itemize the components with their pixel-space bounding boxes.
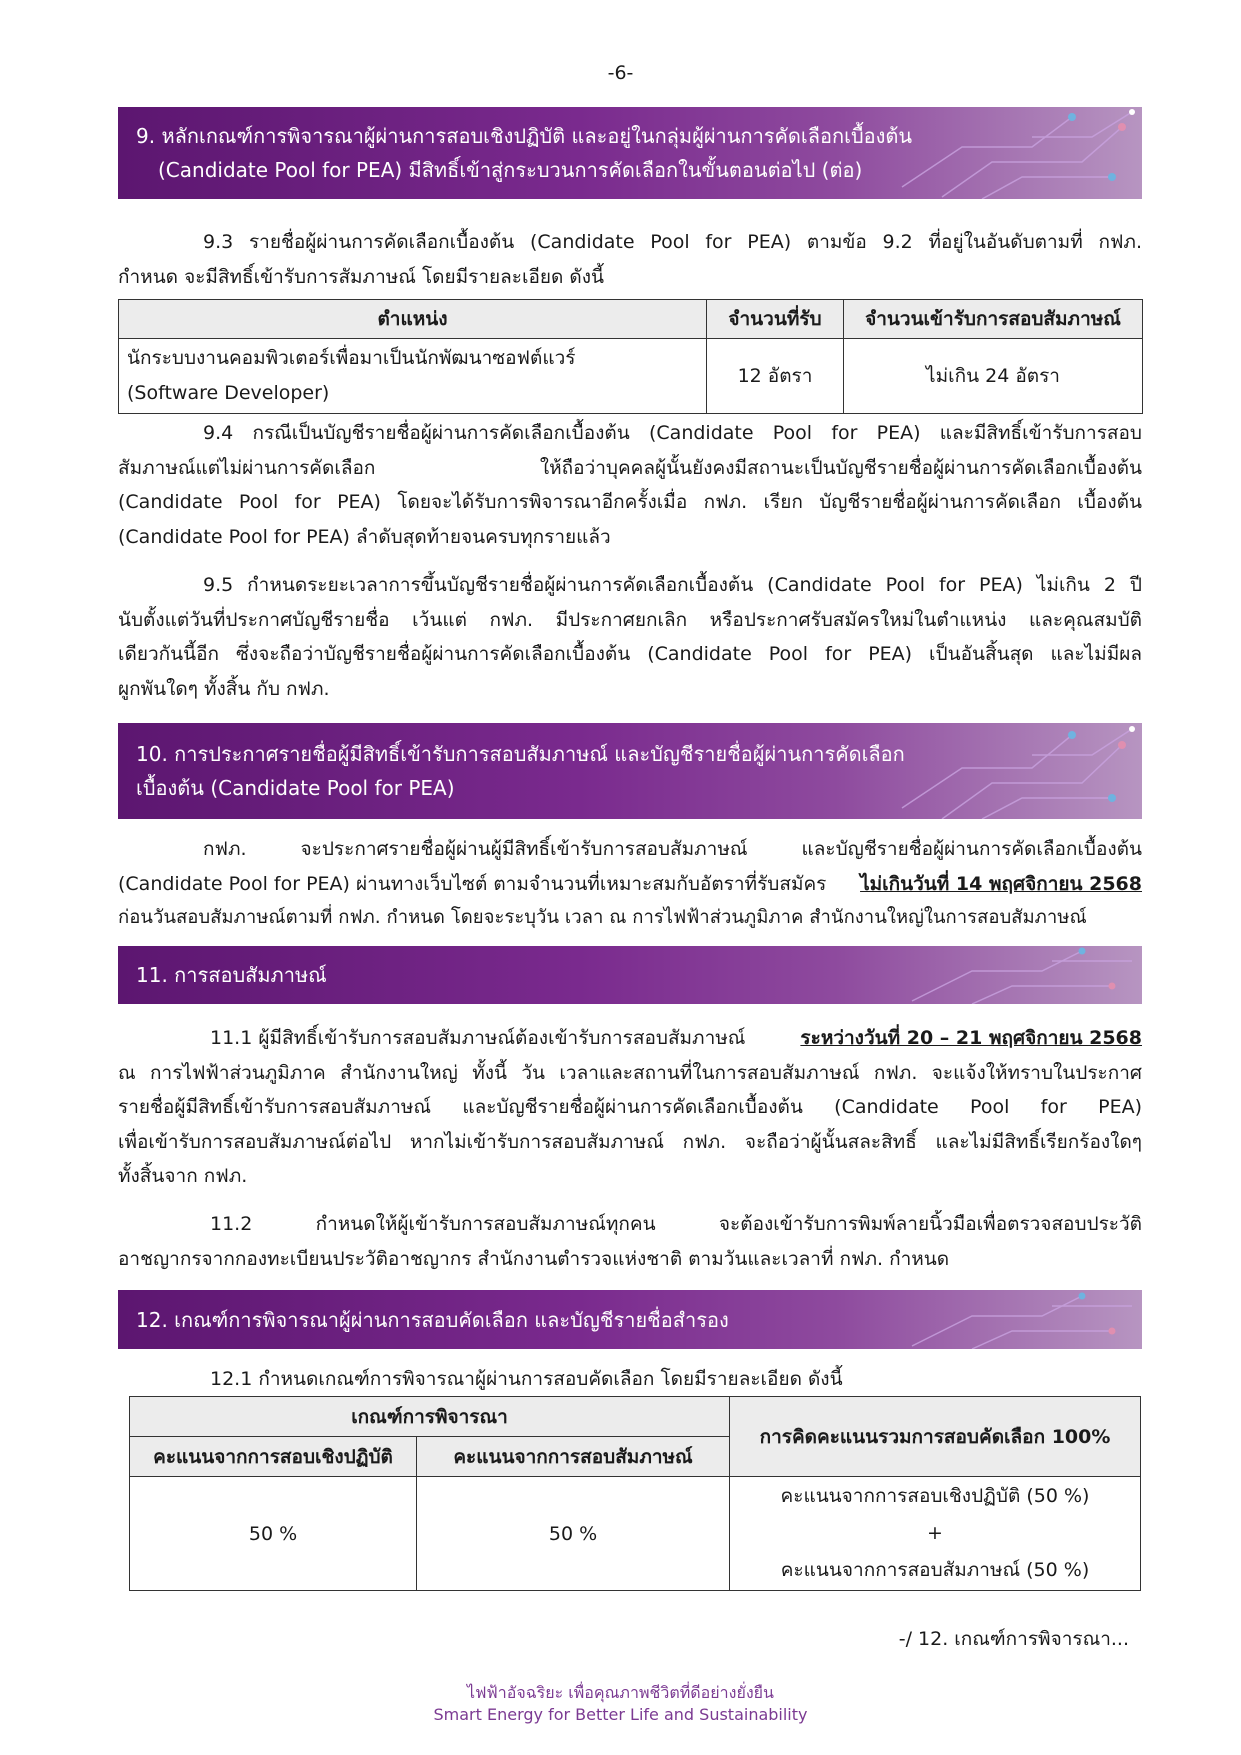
paragraph-line: [118, 867, 1142, 902]
paragraph-9-5: [118, 568, 1142, 706]
section-9-title-line2: (Candidate Pool for PEA) มีสิทธิ์เข้าสู่กระบวนการคัดเลือกในขั้นตอนต่อไป (ต่อ): [158, 158, 863, 182]
criteria-group-header: เกณฑ์การพิจารณา: [130, 1397, 730, 1437]
deadline-date: ไม่เกินวันที่ 14 พฤศจิกายน 2568: [860, 872, 1142, 895]
paragraph-line: สัมภาษณ์แต่ไม่ผ่านการคัดเลือก ให้ถือว่าบุคคลผู้นั้นยังคงมีสถานะเป็นบัญชีรายชื่อผู้ผ่านการคัดเลือกเบื้องต้น: [118, 456, 1142, 479]
section-12-banner: [118, 1290, 1142, 1349]
paragraph-line: นับตั้งแต่วันที่ประกาศบัญชีรายชื่อ เว้นแต่ กฟภ. มีประกาศยกเลิก หรือประกาศรับสมัครใหม่ในตำแหน่ง และคุณสมบัติ: [118, 608, 1142, 631]
interview-score-header: คะแนนจากการสอบสัมภาษณ์: [417, 1437, 730, 1477]
position-cell: [119, 339, 707, 414]
paragraph-line: 11.2 กำหนดให้ผู้เข้ารับการสอบสัมภาษณ์ทุกคน จะต้องเข้ารับการพิมพ์ลายนิ้วมือเพื่อตรวจสอบประวัติ: [210, 1213, 1142, 1235]
paragraph-line: รายชื่อผู้มีสิทธิ์เข้ารับการสอบสัมภาษณ์ และบัญชีรายชื่อผู้ผ่านการคัดเลือกเบื้องต้น (Candidate Pool for PEA): [118, 1096, 1142, 1118]
paragraph-line: กฟภ. จะประกาศรายชื่อผู้ผ่านผู้มีสิทธิ์เข้ารับการสอบสัมภาษณ์ และบัญชีรายชื่อผู้ผ่านการคัดเลือกเบื้องต้น: [203, 838, 1142, 860]
page-number: -6-: [607, 62, 634, 84]
paragraph-line: ทั้งสิ้นจาก กฟภ.: [118, 1165, 248, 1187]
interview-cell: ไม่เกิน 24 อัตรา: [844, 339, 1143, 414]
total-score-formula: [730, 1477, 1141, 1591]
paragraph-line: 9.3 รายชื่อผู้ผ่านการคัดเลือกเบื้องต้น (Candidate Pool for PEA) ตามข้อ 9.2 ที่อยู่ในอันดับตามที่ กฟภ.: [203, 231, 1142, 253]
formula-plus: +: [927, 1522, 943, 1544]
formula-line1: คะแนนจากการสอบเชิงปฏิบัติ (50 %): [780, 1485, 1090, 1507]
header-position: ตำแหน่ง: [119, 300, 707, 339]
position-line1: นักระบบงานคอมพิวเตอร์เพื่อมาเป็นนักพัฒนาซอฟต์แวร์: [127, 347, 576, 369]
section-9-banner: [118, 107, 1142, 199]
paragraph-text: (Candidate Pool for PEA) ผ่านทางเว็บไซต์ ตามจำนวนที่เหมาะสมกับอัตราที่รับสมัคร: [118, 872, 827, 895]
paragraph-line: [118, 1021, 1142, 1056]
footer-english-slogan: Smart Energy for Better Life and Sustainability: [433, 1705, 808, 1724]
paragraph-line: (Candidate Pool for PEA) ลำดับสุดท้ายจนครบทุกรายแล้ว: [118, 525, 611, 548]
paragraph-line: ก่อนวันสอบสัมภาษณ์ตามที่ กฟภ. กำหนด โดยจะระบุวัน เวลา ณ การไฟฟ้าส่วนภูมิภาค สำนักงานใหญ่ในการสอบสัมภาษณ์: [118, 907, 1087, 928]
section-10-banner: [118, 723, 1142, 819]
paragraph-9-3: [118, 225, 1142, 294]
paragraph-12-1: [118, 1362, 1142, 1397]
position-table: [118, 299, 1143, 414]
header-interview-count: จำนวนเข้ารับการสอบสัมภาษณ์: [844, 300, 1143, 339]
paragraph-11-1: [118, 1021, 1142, 1194]
total-score-header: การคิดคะแนนรวมการสอบคัดเลือก 100%: [730, 1397, 1141, 1477]
paragraph-line: เพื่อเข้ารับการสอบสัมภาษณ์ต่อไป หากไม่เข้ารับการสอบสัมภาษณ์ กฟภ. จะถือว่าผู้นั้นสละสิทธิ์ และไม่มีสิทธิ์เรียกร้องใดๆ: [118, 1130, 1142, 1153]
interview-score-value: 50 %: [417, 1477, 730, 1591]
interview-dates: ระหว่างวันที่ 20 – 21 พฤศจิกายน 2568: [800, 1027, 1142, 1049]
formula-line3: คะแนนจากการสอบสัมภาษณ์ (50 %): [780, 1559, 1090, 1581]
section-11-title: 11. การสอบสัมภาษณ์: [136, 963, 327, 987]
paragraph-line: 12.1 กำหนดเกณฑ์การพิจารณาผู้ผ่านการสอบคัดเลือก โดยมีรายละเอียด ดังนี้: [210, 1368, 843, 1390]
paragraph-text: 11.1 ผู้มีสิทธิ์เข้ารับการสอบสัมภาษณ์ต้องเข้ารับการสอบสัมภาษณ์: [210, 1027, 746, 1049]
paragraph-10: [118, 832, 1142, 936]
paragraph-line: อาชญากรจากกองทะเบียนประวัติอาชญากร สำนักงานตำรวจแห่งชาติ ตามวันและเวลาที่ กฟภ. กำหนด: [118, 1247, 950, 1270]
paragraph-line: เดียวกันนี้อีก ซึ่งจะถือว่าบัญชีรายชื่อผู้ผ่านการคัดเลือกเบื้องต้น (Candidate Pool for PEA) เป็นอันสิ้นสุด และไม่มีผล: [118, 643, 1142, 665]
paragraph-line: (Candidate Pool for PEA) โดยจะได้รับการพิจารณาอีกครั้งเมื่อ กฟภ. เรียก บัญชีรายชื่อผู้ผ่านการคัดเลือก เบื้องต้น: [118, 491, 1142, 513]
footer-thai-slogan: ไฟฟ้าอัจฉริยะ เพื่อคุณภาพชีวิตที่ดีอย่างยั่งยืน: [467, 1683, 774, 1702]
position-line2: (Software Developer): [127, 382, 330, 404]
paragraph-line: 9.5 กำหนดระยะเวลาการขึ้นบัญชีรายชื่อผู้ผ่านการคัดเลือกเบื้องต้น (Candidate Pool for PEA) ไม่เกิน 2 ปี: [203, 574, 1142, 596]
section-11-banner: [118, 946, 1142, 1004]
paragraph-9-4: [118, 416, 1142, 554]
continuation-note: -/ 12. เกณฑ์การพิจารณา...: [898, 1628, 1129, 1650]
paragraph-line: กำหนด จะมีสิทธิ์เข้ารับการสัมภาษณ์ โดยมีรายละเอียด ดังนี้: [118, 265, 605, 288]
section-9-title-line1: 9. หลักเกณฑ์การพิจารณาผู้ผ่านการสอบเชิงปฏิบัติ และอยู่ในกลุ่มผู้ผ่านการคัดเลือกเบื้องต้น: [136, 124, 913, 148]
practical-score-value: 50 %: [130, 1477, 417, 1591]
paragraph-line: ณ การไฟฟ้าส่วนภูมิภาค สำนักงานใหญ่ ทั้งนี้ วัน เวลาและสถานที่ในการสอบสัมภาษณ์ กฟภ. จะแจ้งให้ทราบในประกาศ: [118, 1061, 1142, 1084]
section-12-title: 12. เกณฑ์การพิจารณาผู้ผ่านการสอบคัดเลือก และบัญชีรายชื่อสำรอง: [136, 1307, 729, 1332]
section-10-title-line2: เบื้องต้น (Candidate Pool for PEA): [136, 776, 455, 800]
practical-score-header: คะแนนจากการสอบเชิงปฏิบัติ: [130, 1437, 417, 1477]
paragraph-11-2: [118, 1207, 1142, 1276]
section-10-title-line1: 10. การประกาศรายชื่อผู้มีสิทธิ์เข้ารับการสอบสัมภาษณ์ และบัญชีรายชื่อผู้ผ่านการคัดเลือก: [136, 742, 905, 766]
paragraph-line: 9.4 กรณีเป็นบัญชีรายชื่อผู้ผ่านการคัดเลือกเบื้องต้น (Candidate Pool for PEA) และมีสิทธิ์เข้ารับการสอบ: [203, 422, 1142, 444]
paragraph-line: ผูกพันใดๆ ทั้งสิ้น กับ กฟภ.: [118, 677, 330, 700]
header-quota: จำนวนที่รับ: [707, 300, 844, 339]
quota-cell: 12 อัตรา: [707, 339, 844, 414]
criteria-table: [129, 1396, 1141, 1591]
